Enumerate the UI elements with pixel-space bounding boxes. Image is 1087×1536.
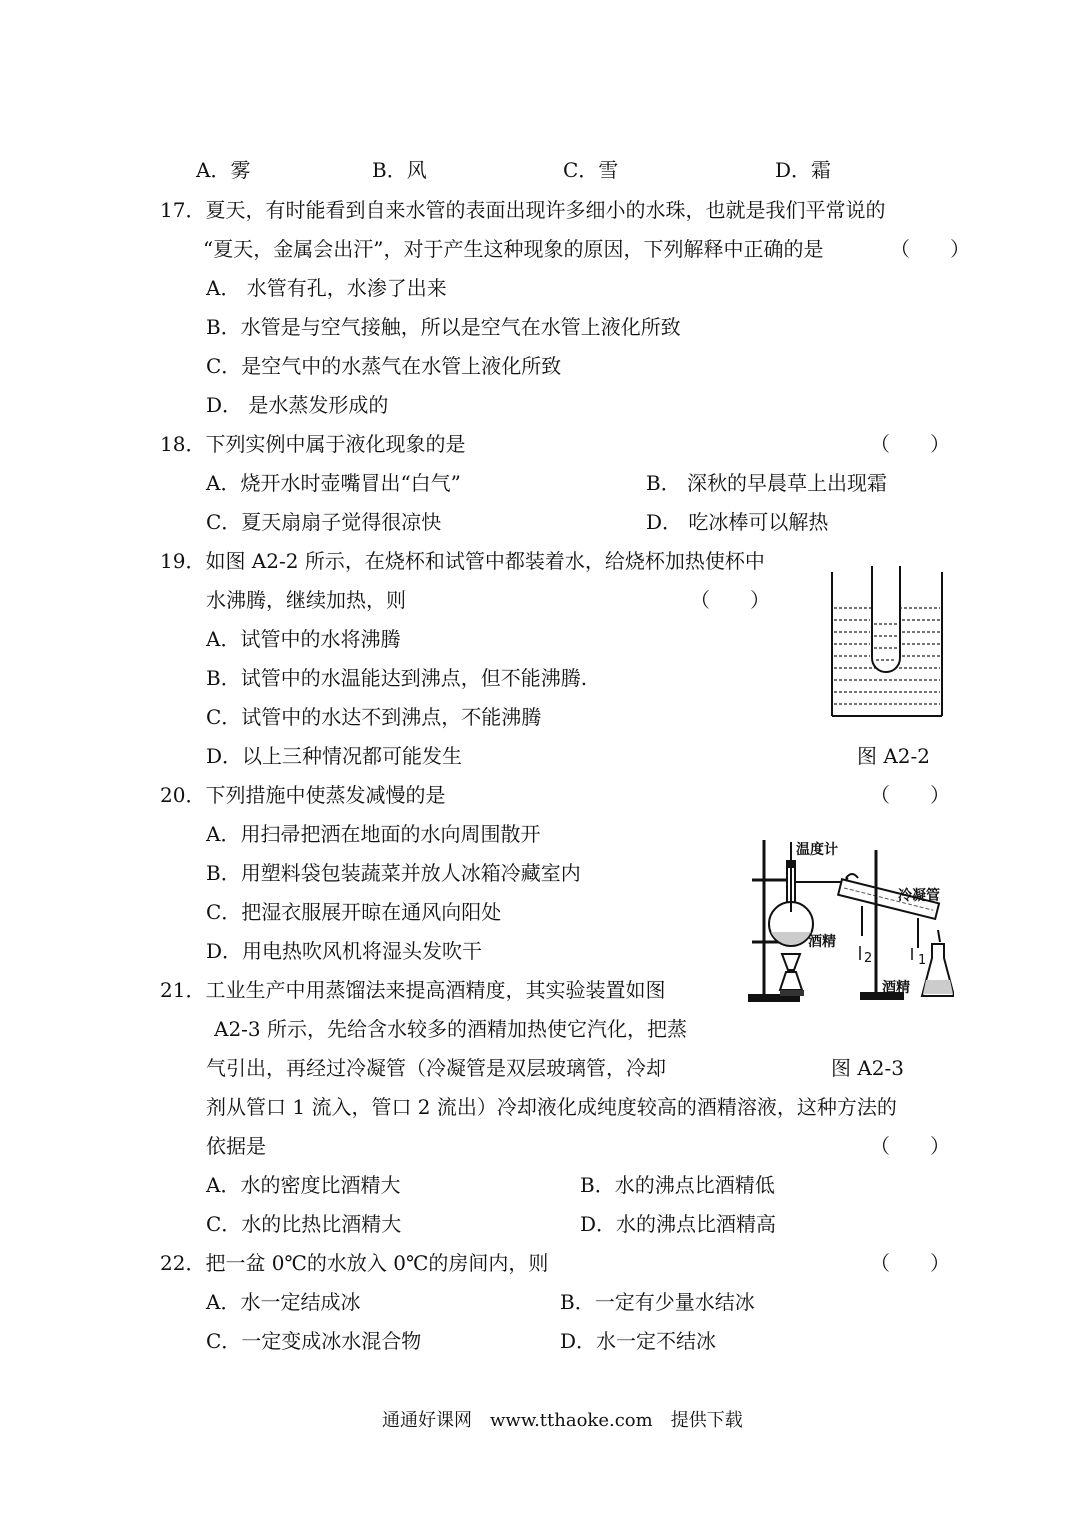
q17-stem-line1: 17．夏天，有时能看到自来水管的表面出现许多细小的水珠，也就是我们平常说的 <box>160 198 886 222</box>
q22-option-a: A．水一定结成冰 <box>206 1290 361 1314</box>
q17-option-b: B．水管是与空气接触，所以是空气在水管上液化所致 <box>206 315 681 339</box>
label-condenser: 冷凝管 <box>898 888 940 904</box>
q20-stem: 20．下列措施中使蒸发减慢的是 <box>160 783 446 807</box>
q21-stem-line4: 剂从管口 1 流入，管口 2 流出）冷却液化成纯度较高的酒精溶液，这种方法的 <box>206 1095 897 1119</box>
q21-stem-line2: A2-3 所示，先给含水较多的酒精加热使它汽化，把蒸 <box>214 1017 688 1041</box>
figure-a2-2-caption: 图 A2-2 <box>857 744 931 768</box>
q20-option-b: B．用塑料袋包装蔬菜并放人冰箱冷藏室内 <box>206 861 581 885</box>
label-port-1: 1 <box>918 953 927 968</box>
q21-stem-line1: 21．工业生产中用蒸馏法来提高酒精度，其实验装置如图 <box>160 978 666 1002</box>
q17-option-a: A． 水管有孔，水渗了出来 <box>206 276 447 300</box>
q16-option-b: B．风 <box>372 158 427 182</box>
label-port-2: 2 <box>864 951 873 966</box>
q17-answer-paren: （ ） <box>890 237 970 261</box>
q21-stem-line3: 气引出，再经过冷凝管（冷凝管是双层玻璃管，冷却 <box>206 1056 666 1080</box>
q20-option-d: D．用电热吹风机将湿头发吹干 <box>206 939 483 963</box>
q21-option-c: C．水的比热比酒精大 <box>206 1212 402 1236</box>
q22-stem: 22．把一盆 0℃的水放入 0℃的房间内，则 <box>160 1251 549 1275</box>
q17-option-c: C．是空气中的水蒸气在水管上液化所致 <box>206 354 562 378</box>
q21-option-b: B．水的沸点比酒精低 <box>580 1173 775 1197</box>
q21-option-a: A．水的密度比酒精大 <box>206 1173 401 1197</box>
q22-option-c: C．一定变成冰水混合物 <box>206 1329 422 1353</box>
label-alcohol-flask: 酒精 <box>808 934 836 950</box>
q19-stem-line1: 19．如图 A2-2 所示，在烧杯和试管中都装着水，给烧杯加热使杯中 <box>160 549 765 573</box>
figure-a2-2-beaker <box>826 566 948 722</box>
q17-stem-line2: “夏天，金属会出汗”，对于产生这种现象的原因，下列解释中正确的是 <box>203 237 824 261</box>
q18-option-c: C．夏天扇扇子觉得很凉快 <box>206 510 442 534</box>
q18-answer-paren: （ ） <box>870 432 950 456</box>
page-footer: 通通好课网 www.tthaoke.com 提供下载 <box>382 1410 743 1431</box>
q19-option-a: A．试管中的水将沸腾 <box>206 627 401 651</box>
label-thermometer: 温度计 <box>796 842 838 858</box>
q18-option-d: D． 吃冰棒可以解热 <box>646 510 829 534</box>
q16-option-c: C．雪 <box>563 158 619 182</box>
q18-stem: 18．下列实例中属于液化现象的是 <box>160 432 466 456</box>
q22-option-d: D．水一定不结冰 <box>560 1329 717 1353</box>
q19-stem-line2: 水沸腾，继续加热，则 <box>206 588 406 612</box>
q20-answer-paren: （ ） <box>870 783 950 807</box>
figure-a2-3-caption: 图 A2-3 <box>831 1056 905 1080</box>
q16-option-d: D．霜 <box>775 158 832 182</box>
q18-option-b: B． 深秋的早晨草上出现霜 <box>646 471 888 495</box>
q21-stem-line5: 依据是 <box>206 1134 266 1158</box>
q20-option-c: C．把湿衣服展开晾在通风向阳处 <box>206 900 502 924</box>
q19-option-c: C．试管中的水达不到沸点，不能沸腾 <box>206 705 542 729</box>
q17-option-d: D． 是水蒸发形成的 <box>206 393 389 417</box>
q19-answer-paren: （ ） <box>690 588 770 612</box>
q21-option-d: D．水的沸点比酒精高 <box>580 1212 777 1236</box>
q21-answer-paren: （ ） <box>870 1134 950 1158</box>
label-alcohol-receiver: 酒精 <box>882 980 910 996</box>
q20-option-a: A．用扫帚把洒在地面的水向周围散开 <box>206 822 541 846</box>
q16-option-a: A．雾 <box>196 158 251 182</box>
q19-option-b: B．试管中的水温能达到沸点，但不能沸腾. <box>206 666 588 690</box>
q22-option-b: B．一定有少量水结冰 <box>560 1290 755 1314</box>
q19-option-d: D．以上三种情况都可能发生 <box>206 744 463 768</box>
q18-option-a: A．烧开水时壶嘴冒出“白气” <box>206 471 461 495</box>
q22-answer-paren: （ ） <box>870 1251 950 1275</box>
figure-a2-3-distillation <box>742 820 954 1006</box>
